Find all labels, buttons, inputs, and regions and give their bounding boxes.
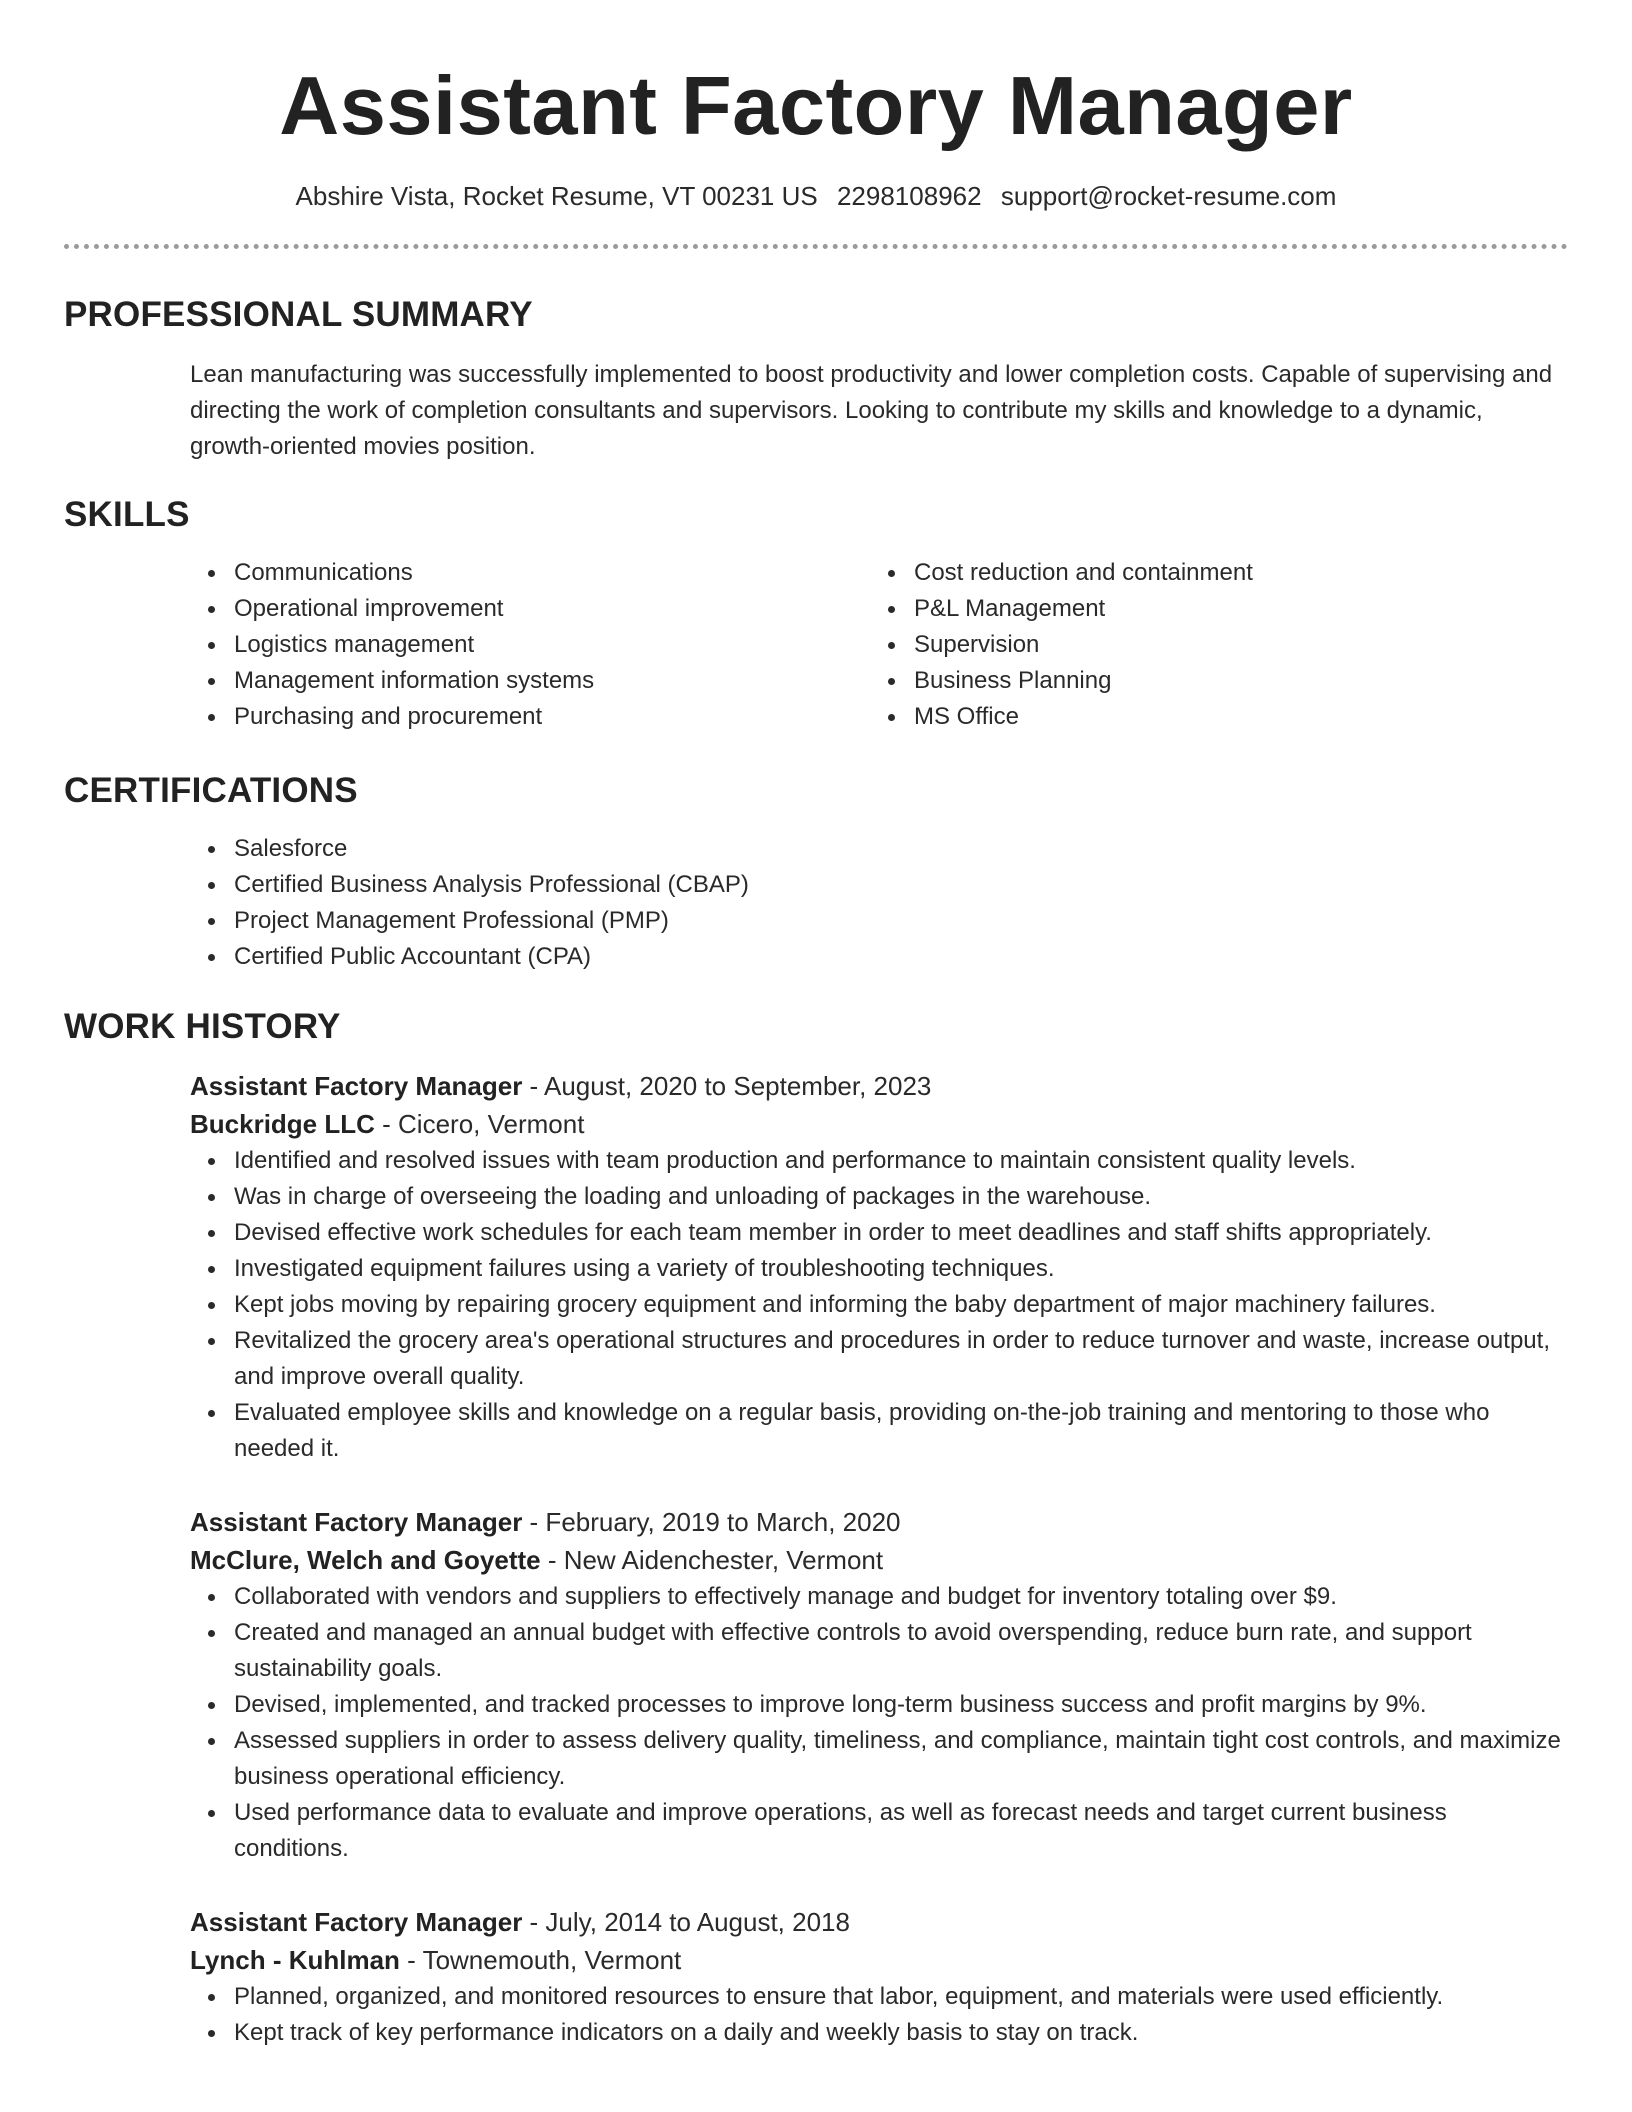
skills-column-left: [190, 555, 870, 735]
job-bullet: Devised, implemented, and tracked processes to improve long-term business success and profit margins by 9%.: [234, 1687, 1568, 1723]
job-bullet: Devised effective work schedules for each team member in order to meet deadlines and staff shifts appropriately.: [234, 1215, 1568, 1251]
skill-item: Operational improvement: [234, 591, 870, 627]
job-company-line: [190, 1105, 1568, 1143]
job-bullet: Revitalized the grocery area's operational structures and procedures in order to reduce turnover and waste, increase output, and improve overall quality.: [234, 1323, 1568, 1395]
skills-columns: [190, 555, 1568, 735]
certification-item: Certified Business Analysis Professional (CBAP): [234, 867, 1568, 903]
contact-phone: 2298108962: [836, 181, 982, 211]
skill-item: Purchasing and procurement: [234, 699, 870, 735]
section-title-work-history: WORK HISTORY: [64, 1007, 341, 1046]
job-company: McClure, Welch and Goyette: [190, 1545, 541, 1575]
job-company: Lynch - Kuhlman: [190, 1945, 400, 1975]
job-bullet: Created and managed an annual budget with effective controls to avoid overspending, reduce burn rate, and support sustainability goals.: [234, 1615, 1568, 1687]
job-company-line: [190, 1941, 1568, 1979]
job-dates: - August, 2020 to September, 2023: [522, 1071, 932, 1101]
job-role: Assistant Factory Manager: [190, 1507, 523, 1537]
section-title-summary: PROFESSIONAL SUMMARY: [64, 295, 533, 334]
section-title-certifications: CERTIFICATIONS: [64, 771, 358, 810]
job-bullet: Was in charge of overseeing the loading and unloading of packages in the warehouse.: [234, 1179, 1568, 1215]
certification-item: Project Management Professional (PMP): [234, 903, 1568, 939]
job-title-line: [190, 1503, 1568, 1541]
job-dates: - July, 2014 to August, 2018: [522, 1907, 850, 1937]
contact-line: [64, 178, 1568, 214]
job-bullet-list: [190, 1979, 1568, 2051]
contact-address: Abshire Vista, Rocket Resume, VT 00231 US: [295, 181, 818, 211]
job-role: Assistant Factory Manager: [190, 1071, 523, 1101]
resume-name: Assistant Factory Manager: [279, 59, 1353, 152]
certification-item: Salesforce: [234, 831, 1568, 867]
job-company-line: [190, 1541, 1568, 1579]
job-entry: [190, 1067, 1568, 1467]
job-company: Buckridge LLC: [190, 1109, 375, 1139]
skill-item: P&L Management: [914, 591, 1550, 627]
skill-item: Communications: [234, 555, 870, 591]
job-bullet: Assessed suppliers in order to assess delivery quality, timeliness, and compliance, maintain tight cost controls, and maximize business operational efficiency.: [234, 1723, 1568, 1795]
job-entry: [190, 1903, 1568, 2051]
job-bullet: Kept jobs moving by repairing grocery equipment and informing the baby department of major machinery failures.: [234, 1287, 1568, 1323]
job-role: Assistant Factory Manager: [190, 1907, 523, 1937]
skill-item: Cost reduction and containment: [914, 555, 1550, 591]
job-location: - New Aidenchester, Vermont: [540, 1545, 884, 1575]
skill-item: Logistics management: [234, 627, 870, 663]
job-title-line: [190, 1903, 1568, 1941]
certification-item: Certified Public Accountant (CPA): [234, 939, 1568, 975]
section-title-skills: SKILLS: [64, 495, 190, 534]
job-location: - Cicero, Vermont: [374, 1109, 585, 1139]
skill-item: MS Office: [914, 699, 1550, 735]
contact-email: support@rocket-resume.com: [1000, 181, 1337, 211]
skill-item: Management information systems: [234, 663, 870, 699]
job-title-line: [190, 1067, 1568, 1105]
job-bullet: Kept track of key performance indicators on a daily and weekly basis to stay on track.: [234, 2015, 1568, 2051]
job-bullet-list: [190, 1143, 1568, 1467]
job-dates: - February, 2019 to March, 2020: [522, 1507, 901, 1537]
job-bullet: Collaborated with vendors and suppliers to effectively manage and budget for inventory totaling over $9.: [234, 1579, 1568, 1615]
certifications-list: [190, 831, 1568, 975]
job-bullet: Planned, organized, and monitored resources to ensure that labor, equipment, and materials were used efficiently.: [234, 1979, 1568, 2015]
work-history-list: [190, 1067, 1568, 2051]
skills-column-right: [870, 555, 1550, 735]
skill-item: Supervision: [914, 627, 1550, 663]
skill-item: Business Planning: [914, 663, 1550, 699]
job-location: - Townemouth, Vermont: [399, 1945, 682, 1975]
job-bullet: Identified and resolved issues with team production and performance to maintain consistent quality levels.: [234, 1143, 1568, 1179]
job-bullet: Used performance data to evaluate and improve operations, as well as forecast needs and target current business conditions.: [234, 1795, 1568, 1867]
job-entry: [190, 1503, 1568, 1867]
header-divider: [64, 244, 1568, 249]
job-bullet-list: [190, 1579, 1568, 1867]
job-bullet: Evaluated employee skills and knowledge on a regular basis, providing on-the-job training and mentoring to those who needed it.: [234, 1395, 1568, 1467]
job-bullet: Investigated equipment failures using a variety of troubleshooting techniques.: [234, 1251, 1568, 1287]
summary-text: Lean manufacturing was successfully implemented to boost productivity and lower completion costs. Capable of supervising and directing the work of completion consultants and supervisors. Looking to contribute my skills and knowledge to a dynamic, growth-oriented movies position.: [190, 361, 1553, 460]
